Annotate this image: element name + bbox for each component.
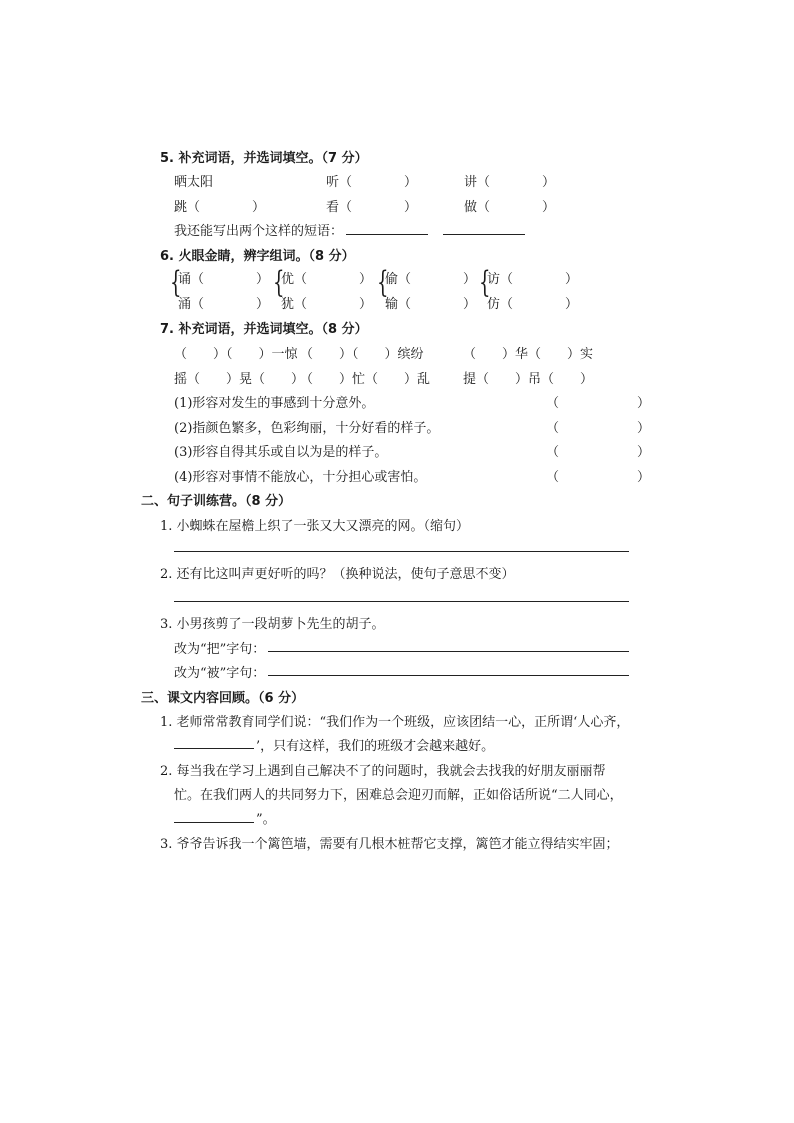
q5-title: 5. 补充词语，并选词填空。（7 分） bbox=[160, 151, 368, 166]
q6-word[interactable]: 输（ ） bbox=[385, 297, 477, 312]
s3-q1-line1: 1. 老师常常教育同学们说：“我们作为一个班级，应该团结一心，正所谓‘人心齐， bbox=[160, 715, 630, 730]
q6-word[interactable]: 犹（ ） bbox=[281, 297, 373, 312]
q5-word[interactable]: 听（ ） bbox=[326, 175, 418, 190]
q7-word[interactable]: （ ）（ ）缤纷 bbox=[300, 347, 424, 362]
s2-ba-answer-line[interactable] bbox=[268, 651, 629, 652]
q5-blank-2[interactable] bbox=[443, 234, 525, 235]
s3-q1-line2: ’，只有这样，我们的班级才会越来越好。 bbox=[256, 739, 495, 754]
s2-ba-label: 改为“把”字句： bbox=[174, 642, 266, 657]
q7-word[interactable]: （ ）忙（ ）乱 bbox=[300, 372, 431, 387]
s3-q3-line1: 3. 爷爷告诉我一个篱笆墙，需要有几根木桩帮它支撑，篱笆才能立得结实牢固； bbox=[160, 837, 619, 852]
brace-icon: { bbox=[377, 265, 389, 300]
q7-answer[interactable]: （ ） bbox=[546, 421, 651, 436]
q5-word[interactable]: 跳（ ） bbox=[174, 200, 266, 215]
s2-bei-answer-line[interactable] bbox=[268, 675, 629, 676]
s2-q1: 1. 小蜘蛛在屋檐上织了一张又大又漂亮的网。（缩句） bbox=[160, 519, 470, 534]
q6-word[interactable]: 仿（ ） bbox=[487, 297, 579, 312]
q6-word[interactable]: 优（ ） bbox=[281, 272, 373, 287]
section-3-title: 三、课文内容回顾。（6 分） bbox=[141, 691, 305, 706]
q6-word[interactable]: 访（ ） bbox=[487, 272, 579, 287]
q7-item: (1)形容对发生的事感到十分意外。 bbox=[174, 396, 375, 411]
q6-word[interactable]: 诵（ ） bbox=[178, 272, 270, 287]
q7-word[interactable]: 提（ ）吊（ ） bbox=[463, 372, 594, 387]
s2-bei-label: 改为“被”字句： bbox=[174, 666, 266, 681]
q6-title: 6. 火眼金睛，辨字组词。（8 分） bbox=[160, 249, 355, 264]
s2-q2: 2. 还有比这叫声更好听的吗？（换种说法，使句子意思不变） bbox=[160, 567, 515, 582]
s2-q2-answer-line[interactable] bbox=[174, 601, 629, 602]
s3-q2-line2: 忙。在我们两人的共同努力下，困难总会迎刃而解，正如俗话所说“二人同心， bbox=[174, 788, 623, 803]
q7-item: (3)形容自得其乐或自以为是的样子。 bbox=[174, 445, 388, 460]
q7-answer[interactable]: （ ） bbox=[546, 470, 651, 485]
q7-answer[interactable]: （ ） bbox=[546, 396, 651, 411]
q5-word[interactable]: 做（ ） bbox=[464, 200, 556, 215]
brace-icon: { bbox=[479, 265, 491, 300]
q7-answer[interactable]: （ ） bbox=[546, 445, 651, 460]
q7-item: (4)形容对事情不能放心，十分担心或害怕。 bbox=[174, 470, 427, 485]
q7-title: 7. 补充词语，并选词填空。（8 分） bbox=[160, 322, 368, 337]
brace-icon: { bbox=[273, 265, 285, 300]
brace-icon: { bbox=[170, 265, 182, 300]
q6-word[interactable]: 偷（ ） bbox=[385, 272, 477, 287]
q7-word[interactable]: （ ）（ ）一惊 bbox=[174, 347, 298, 362]
s2-q1-answer-line[interactable] bbox=[174, 551, 629, 552]
q5-word[interactable]: 讲（ ） bbox=[464, 175, 556, 190]
q5-extra-label: 我还能写出两个这样的短语： bbox=[174, 224, 344, 239]
q7-item: (2)指颜色繁多，色彩绚丽，十分好看的样子。 bbox=[174, 421, 440, 436]
q6-word[interactable]: 涌（ ） bbox=[178, 297, 270, 312]
q7-word[interactable]: 摇（ ）晃（ ） bbox=[174, 372, 305, 387]
s3-q1-blank[interactable] bbox=[174, 748, 254, 749]
s3-q2-line3: ”。 bbox=[256, 812, 276, 827]
q5-word[interactable]: 看（ ） bbox=[326, 200, 418, 215]
q7-word[interactable]: （ ）华（ ）实 bbox=[463, 347, 594, 362]
s3-q2-line1: 2. 每当我在学习上遇到自己解决不了的问题时，我就会去找我的好朋友丽丽帮 bbox=[160, 764, 606, 779]
s3-q2-blank[interactable] bbox=[174, 822, 254, 823]
q5-word: 晒太阳 bbox=[174, 175, 214, 190]
q5-blank-1[interactable] bbox=[346, 234, 428, 235]
s2-q3: 3. 小男孩剪了一段胡萝卜先生的胡子。 bbox=[160, 617, 385, 632]
section-2-title: 二、句子训练营。（8 分） bbox=[141, 494, 292, 509]
